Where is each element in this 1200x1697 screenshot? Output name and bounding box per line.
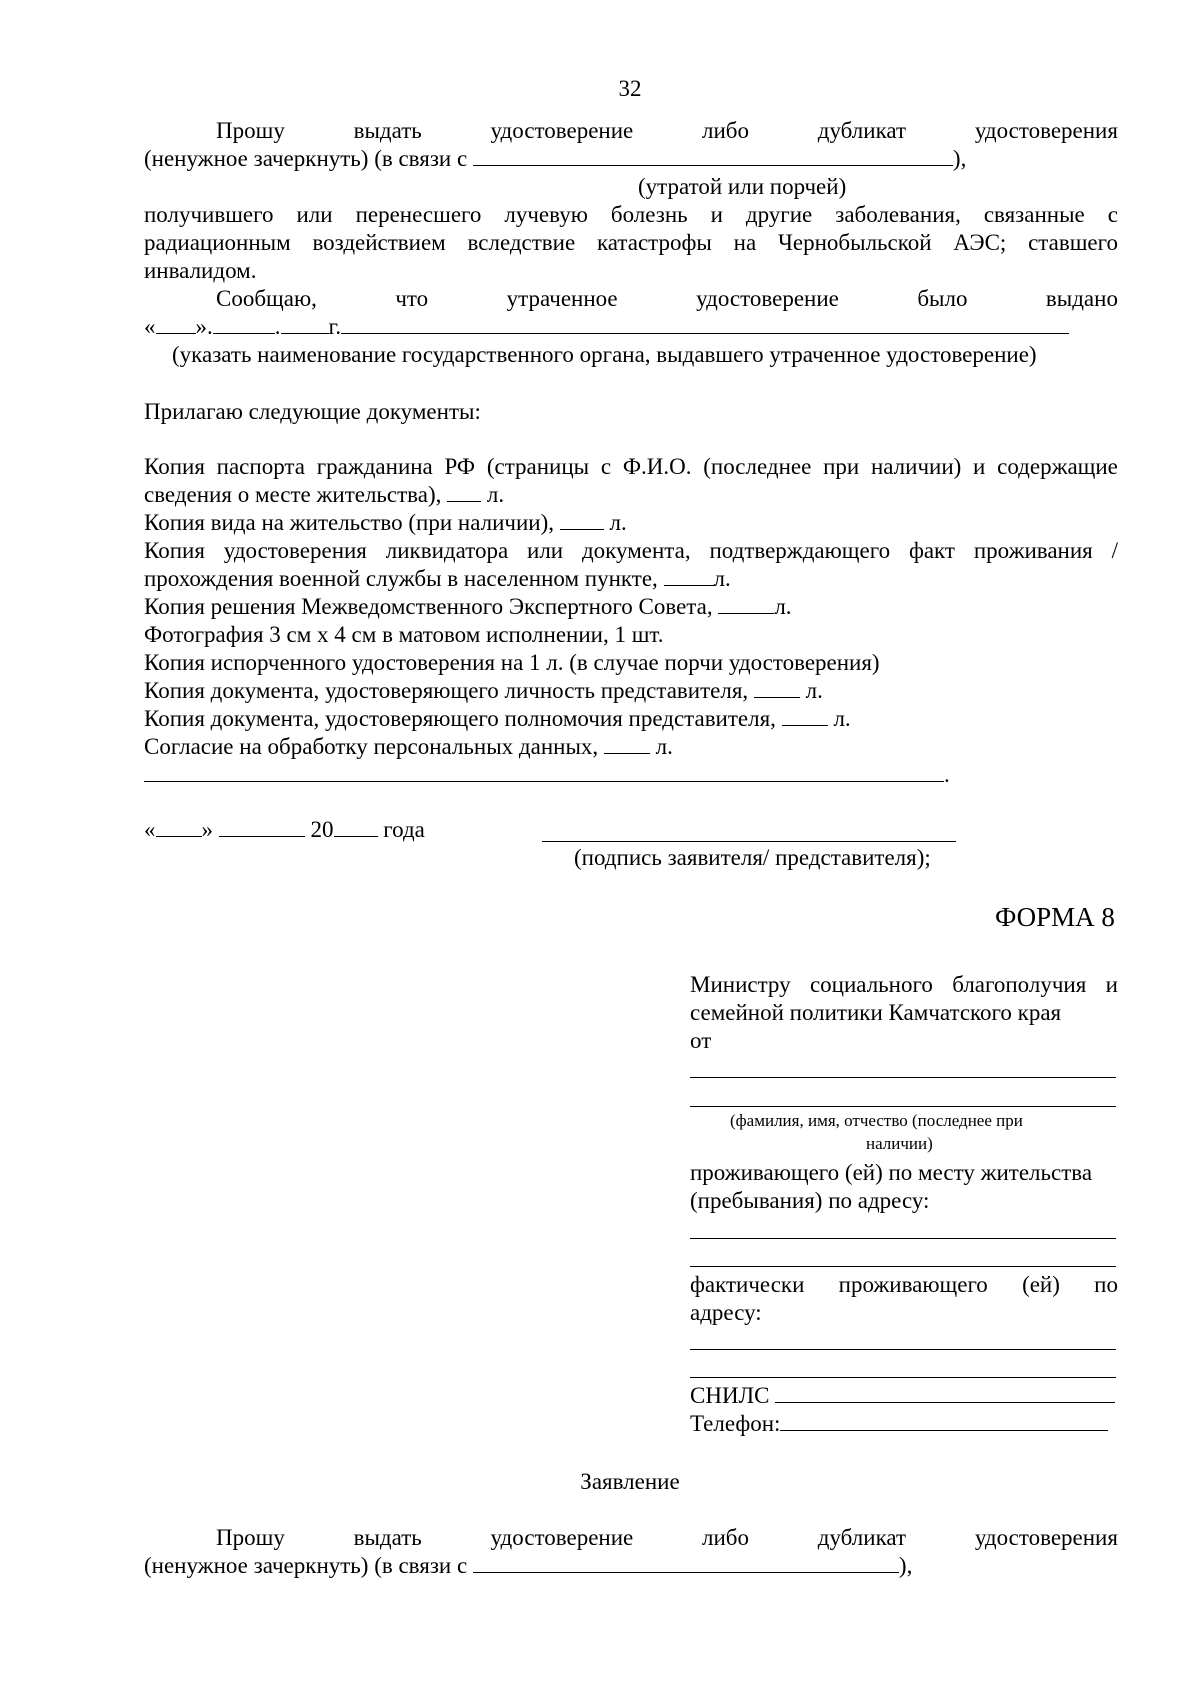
- sign-month-blank[interactable]: [219, 818, 305, 837]
- council-pages-blank[interactable]: [718, 595, 774, 614]
- disease-line-1: получившего или перенесшего лучевую болезнь и другие заболевания, связанные с: [144, 202, 1118, 227]
- signature-blank[interactable]: [542, 841, 956, 842]
- fio-hint-2: наличии): [866, 1134, 933, 1153]
- attach-rep-power: Копия документа, удостоверяющего полномочия представителя, л.: [144, 706, 851, 731]
- attach-rep-id: Копия документа, удостоверяющего личность представителя, л.: [144, 678, 823, 703]
- form8-request-line-2: (ненужное зачеркнуть) (в связи с ),: [144, 1553, 913, 1578]
- addressee-line-2: семейной политики Камчатского края: [690, 1000, 1062, 1025]
- snils-row: СНИЛС: [690, 1384, 1115, 1407]
- lost-line-1: Сообщаю, что утраченное удостоверение было выдано: [216, 286, 1118, 311]
- fio-blank-1[interactable]: [690, 1077, 1116, 1078]
- form-title: ФОРМА 8: [995, 902, 1115, 932]
- extra-doc-blank[interactable]: [144, 763, 944, 782]
- passport-pages-blank[interactable]: [447, 483, 481, 502]
- actual-address-blank-1[interactable]: [690, 1349, 1116, 1350]
- snils-field[interactable]: [775, 1384, 1115, 1403]
- disease-line-2: радиационным воздействием вследствие катастрофы на Чернобыльской АЭС; ставшего: [144, 230, 1118, 255]
- phone-row: Телефон:: [690, 1412, 1108, 1435]
- signature-date: « » 20 года: [144, 817, 425, 842]
- actual-address-blank-2[interactable]: [690, 1377, 1116, 1378]
- attach-passport-line-2: сведения о месте жительства), л.: [144, 482, 505, 507]
- attach-extra-line: .: [144, 763, 950, 786]
- reason-blank[interactable]: [473, 147, 953, 166]
- sign-year-blank[interactable]: [334, 818, 378, 837]
- rep-id-pages-blank[interactable]: [754, 679, 800, 698]
- attach-residence: Копия вида на жительство (при наличии), л.: [144, 510, 627, 535]
- request-line-2: (ненужное зачеркнуть) (в связи с ),: [144, 146, 967, 171]
- request-line-1: Прошу выдать удостоверение либо дубликат удостоверения: [216, 118, 1118, 143]
- residence-pages-blank[interactable]: [560, 511, 604, 530]
- attach-council: Копия решения Межведомственного Экспертного Совета, л.: [144, 594, 792, 619]
- month-blank[interactable]: [213, 315, 275, 334]
- lost-date-line: « ». . г.: [144, 315, 1069, 338]
- rep-power-pages-blank[interactable]: [782, 707, 828, 726]
- addressee-line-1: Министру социального благополучия и: [690, 972, 1118, 997]
- attach-photo: Фотография 3 см х 4 см в матовом исполнении, 1 шт.: [144, 622, 664, 647]
- consent-pages-blank[interactable]: [604, 735, 650, 754]
- attachments-heading: Прилагаю следующие документы:: [144, 399, 481, 424]
- attach-liquidator-line-2: прохождения военной службы в населенном пункте, л.: [144, 566, 731, 591]
- page-number: 32: [618, 76, 642, 101]
- fio-hint-1: (фамилия, имя, отчество (последнее при: [730, 1111, 1023, 1130]
- actual-address-line-2: адресу:: [690, 1300, 762, 1325]
- sign-day-blank[interactable]: [156, 818, 202, 837]
- actual-address-line-1: фактически проживающего (ей) по: [690, 1272, 1118, 1297]
- form8-reason-blank[interactable]: [473, 1554, 899, 1573]
- reason-hint: (утратой или порчей): [638, 174, 847, 199]
- disease-line-3: инвалидом.: [144, 258, 257, 283]
- attach-consent: Согласие на обработку персональных данных, л.: [144, 734, 673, 759]
- issuer-hint: (указать наименование государственного органа, выдавшего утраченное удостоверение): [172, 342, 1037, 367]
- residence-line-1: проживающего (ей) по месту жительства: [690, 1160, 1093, 1185]
- residence-address-blank-1[interactable]: [690, 1238, 1116, 1239]
- statement-heading: Заявление: [580, 1469, 680, 1494]
- form8-request-line-1: Прошу выдать удостоверение либо дубликат удостоверения: [216, 1525, 1118, 1550]
- from-label: от: [690, 1028, 712, 1053]
- residence-address-blank-2[interactable]: [690, 1266, 1116, 1267]
- signature-hint: (подпись заявителя/ представителя);: [574, 845, 931, 870]
- residence-line-2: (пребывания) по адресу:: [690, 1188, 930, 1213]
- phone-field[interactable]: [780, 1412, 1108, 1431]
- attach-liquidator-line-1: Копия удостоверения ликвидатора или документа, подтверждающего факт проживания /: [144, 538, 1118, 563]
- day-blank[interactable]: [156, 315, 196, 334]
- attach-damaged: Копия испорченного удостоверения на 1 л. (в случае порчи удостоверения): [144, 650, 880, 675]
- issuer-blank[interactable]: [341, 315, 1069, 334]
- fio-blank-2[interactable]: [690, 1106, 1116, 1107]
- attach-passport-line-1: Копия паспорта гражданина РФ (страницы с Ф.И.О. (последнее при наличии) и содержащие: [144, 454, 1118, 479]
- liquidator-pages-blank[interactable]: [664, 567, 714, 586]
- year-blank[interactable]: [281, 315, 329, 334]
